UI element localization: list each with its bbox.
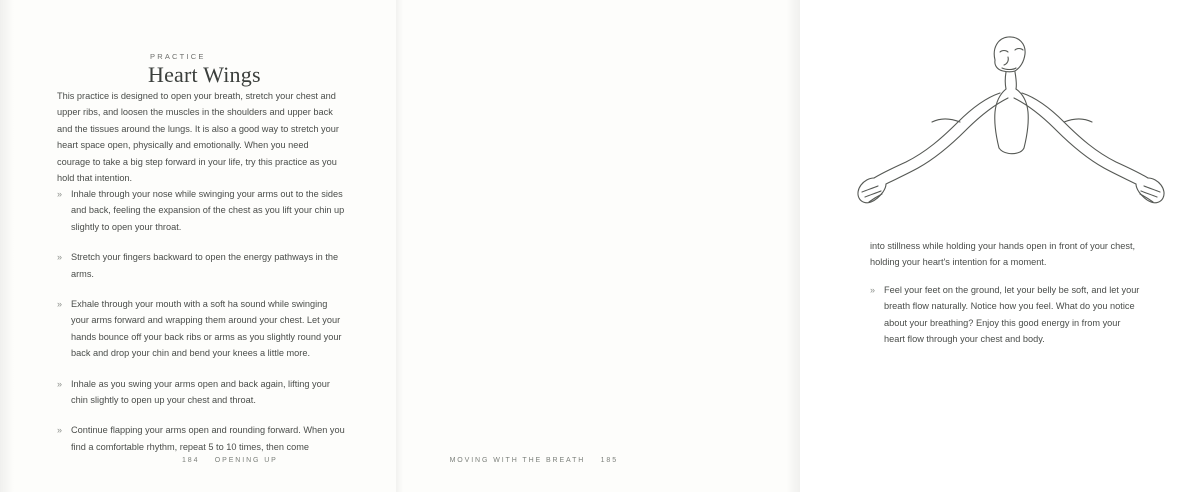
page-title: Heart Wings bbox=[148, 62, 261, 87]
bullet-marker-icon: » bbox=[57, 252, 63, 263]
running-head-left: OPENING UP bbox=[214, 457, 278, 464]
continuation-paragraph: into stillness while holding your hands open in front of your chest, holding your heart's intention for a moment. bbox=[870, 241, 1136, 268]
page-number-right: 185 bbox=[600, 457, 618, 464]
practice-label: PRACTICE bbox=[150, 52, 206, 61]
list-item bbox=[57, 296, 347, 362]
intro-paragraph: This practice is designed to open your breath, stretch your chest and upper ribs, and loosen the muscles in the shoulders and upper back and the tissues around the lungs. It is also a good way to stretch your heart space open, physically and emotionally. When you need courage to take a big step forward in your life, try this practice as you hold that intention. bbox=[57, 91, 339, 184]
folio-left bbox=[182, 457, 278, 464]
list-item bbox=[57, 186, 347, 235]
running-head-right: MOVING WITH THE BREATH bbox=[449, 457, 586, 464]
line-drawing-figure-arms-open-icon bbox=[810, 26, 1200, 211]
bullet-marker-icon: » bbox=[57, 425, 63, 436]
steps-list-left bbox=[57, 186, 347, 469]
list-item-text: Inhale as you swing your arms open and back again, lifting your chin slightly to open up your chest and throat. bbox=[71, 378, 330, 406]
list-item-text: Continue flapping your arms open and rounding forward. When you find a comfortable rhythm, repeat 5 to 10 times, then come bbox=[71, 425, 345, 452]
folio-right bbox=[450, 457, 618, 464]
steps-list-right bbox=[870, 282, 1142, 362]
list-item bbox=[870, 282, 1142, 348]
left-page bbox=[0, 0, 400, 492]
list-item-text: Stretch your fingers backward to open the energy pathways in the arms. bbox=[71, 252, 339, 279]
bullet-marker-icon: » bbox=[57, 189, 63, 199]
bullet-marker-icon: » bbox=[870, 285, 876, 295]
right-page bbox=[400, 0, 1140, 492]
list-item bbox=[57, 249, 347, 282]
list-item bbox=[57, 422, 347, 455]
list-item-text: Exhale through your mouth with a soft ha sound while swinging your arms forward and wrapping them around your chest. Let your hands bounce off your back ribs or arms as you slightly round your back and drop your chin and bend your knees a little more. bbox=[71, 299, 342, 359]
bullet-marker-icon: » bbox=[57, 299, 63, 310]
list-item bbox=[57, 376, 347, 409]
list-item-text: Feel your feet on the ground, let your belly be soft, and let your breath flow naturally. Notice how you feel. What do you notice about your breathing? Enjoy this good energy in from your heart flow through your chest and body. bbox=[884, 285, 1140, 345]
page-number-left: 184 bbox=[182, 457, 200, 464]
bullet-marker-icon: » bbox=[57, 378, 63, 389]
list-item-text: Inhale through your nose while swinging your arms out to the sides and back, feeling the expansion of the chest as you lift your chin up slightly to open your throat. bbox=[71, 189, 345, 232]
